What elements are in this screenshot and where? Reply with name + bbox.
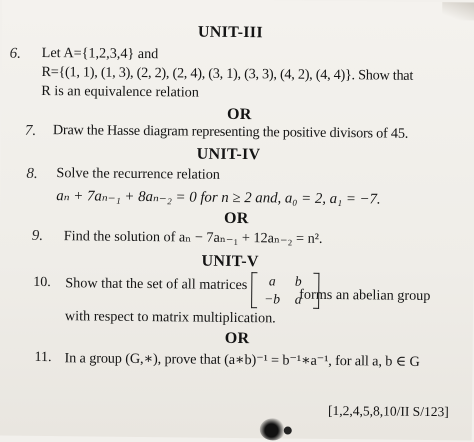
question-8-equation: aₙ + 7aₙ₋₁ + 8aₙ₋₂ = 0 for n ≥ 2 and, a₀ = 2, a₁ = −7. <box>56 188 381 208</box>
matrix-cell: −b <box>264 291 281 307</box>
question-11-text: In a group (G,∗), prove that (a∗b)⁻¹ = b⁻¹∗a⁻¹, for all a, b ∈ G <box>64 350 420 370</box>
matrix-cell: b <box>294 273 302 289</box>
question-9-text: Find the solution of aₙ − 7aₙ₋₁ + 12aₙ₋₂ = n². <box>63 228 323 247</box>
question-11-number: 11. <box>34 349 52 366</box>
question-6-line-1: Let A={1,2,3,4} and <box>41 44 159 63</box>
page-corner-shadow <box>442 2 474 20</box>
heading-unit-5: UNIT-V <box>201 252 259 271</box>
heading-unit-4: UNIT-IV <box>196 145 261 164</box>
question-9-number: 9. <box>31 227 44 244</box>
question-6-line-2: R={(1, 1), (1, 3), (2, 2), (2, 4), (3, 1), (3, 3), (4, 2), (4, 4)}. Show that <box>41 63 414 84</box>
question-6-line-3: R is an equivalence relation <box>41 82 199 101</box>
question-10-text-before: Show that the set of all matrices <box>65 275 248 294</box>
question-7-number: 7. <box>24 122 37 139</box>
heading-unit-3: UNIT-III <box>197 23 263 42</box>
question-6-number: 6. <box>9 45 22 62</box>
question-10-text-after: forms an abelian group <box>299 286 431 305</box>
ink-stain <box>284 427 292 435</box>
paper-code: [1,2,4,5,8,10/II S/123] <box>327 402 449 420</box>
question-10-line-2: with respect to matrix multiplication. <box>64 308 276 327</box>
heading-or-1: OR <box>227 105 252 124</box>
question-10-number: 10. <box>33 274 51 291</box>
matrix-cell: a <box>268 273 276 289</box>
heading-or-3: OR <box>224 329 250 348</box>
ink-stain <box>260 418 286 440</box>
heading-or-2: OR <box>223 209 249 228</box>
question-7-text: Draw the Hasse diagram representing the positive divisors of 45. <box>52 122 409 142</box>
question-8-line-1: Solve the recurrence relation <box>56 165 221 183</box>
matrix-cell: a <box>294 291 302 307</box>
question-8-number: 8. <box>26 165 38 182</box>
